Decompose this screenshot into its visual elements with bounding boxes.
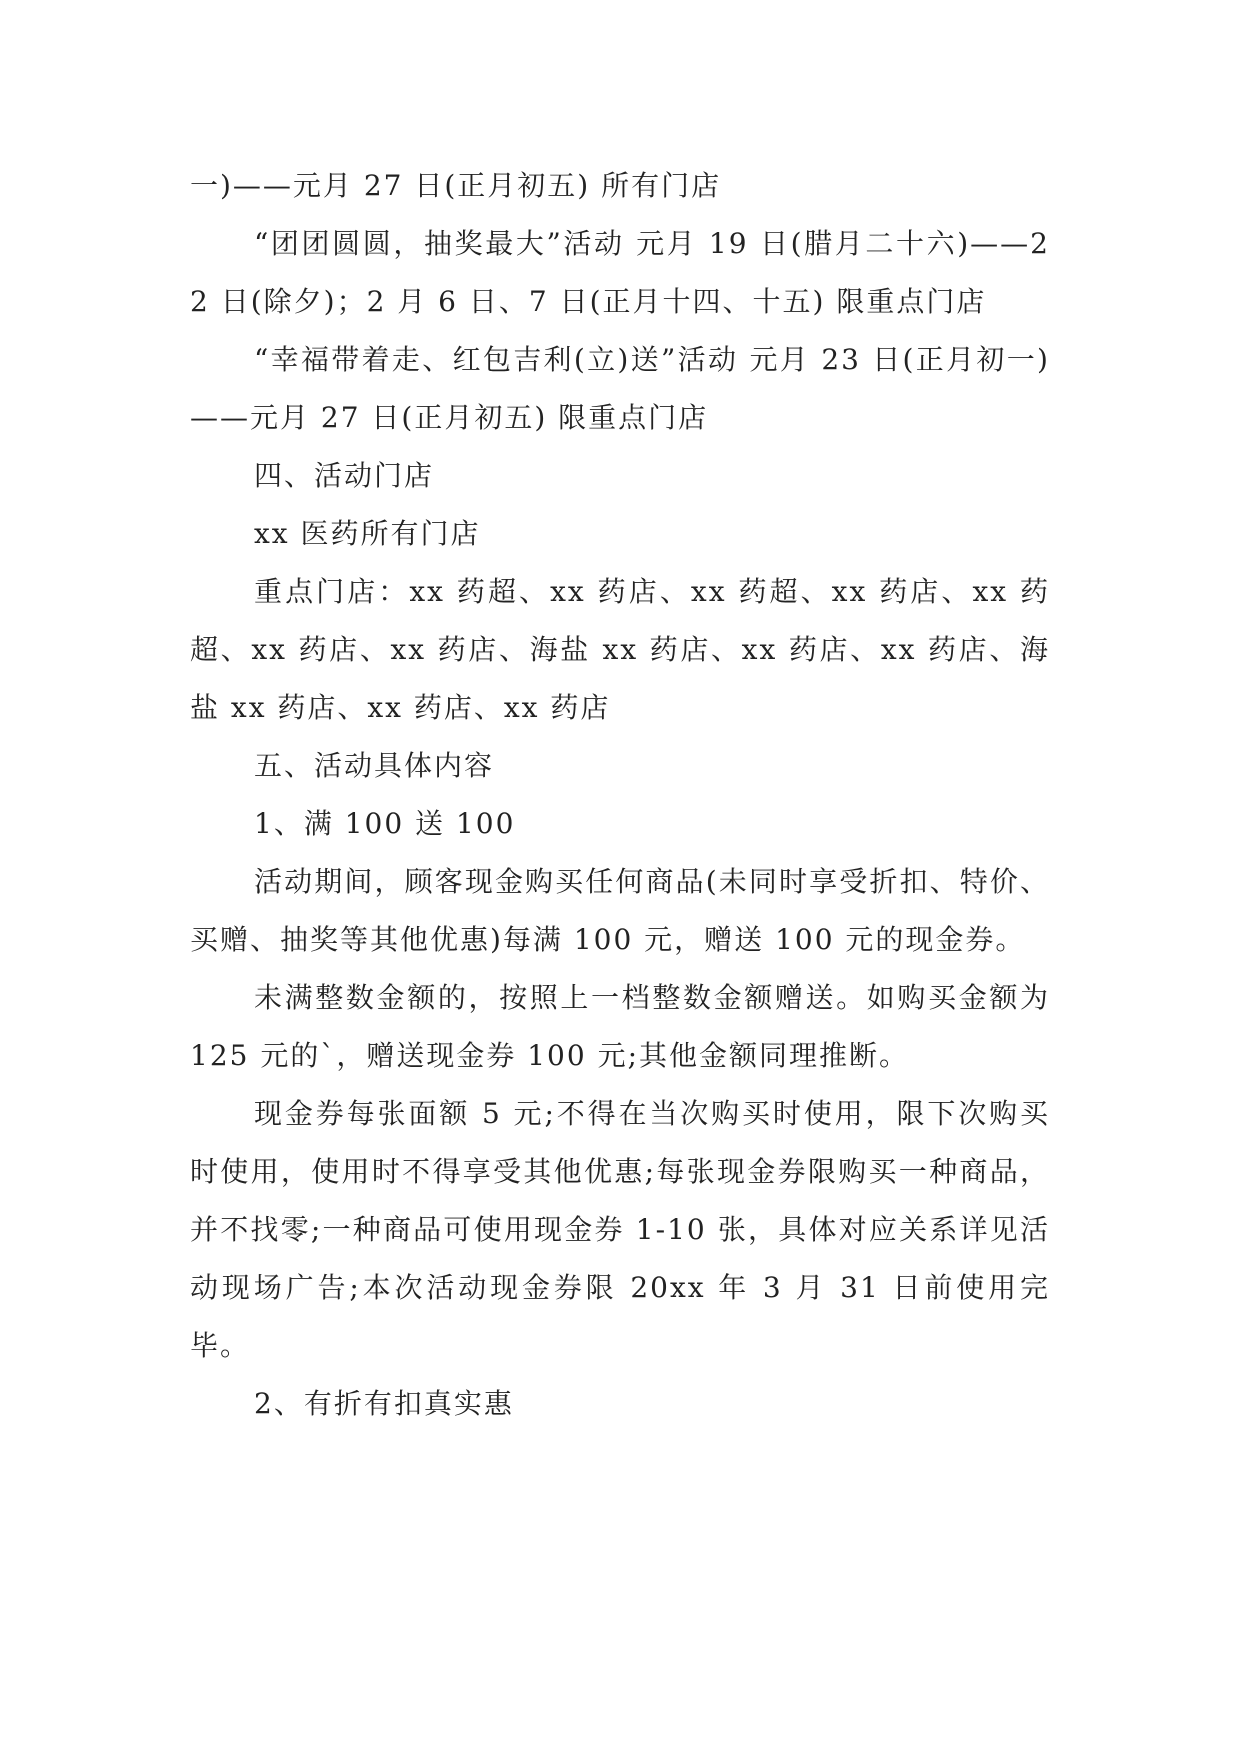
paragraph: 一)——元月 27 日(正月初五) 所有门店	[190, 169, 722, 202]
paragraph: “幸福带着走、红包吉利(立)送”活动 元月 23 日(正月初一)——元月 27 日(正月初五) 限重点门店	[190, 343, 1050, 434]
paragraph: 活动期间，顾客现金购买任何商品(未同时享受折扣、特价、买赠、抽奖等其他优惠)每满 100 元，赠送 100 元的现金券。	[190, 865, 1050, 956]
paragraph: 重点门店：xx 药超、xx 药店、xx 药超、xx 药店、xx 药超、xx 药店、xx 药店、海盐 xx 药店、xx 药店、xx 药店、海盐 xx 药店、xx 药店、xx 药店	[190, 575, 1050, 724]
document-page	[190, 157, 1050, 1433]
paragraph: “团团圆圆，抽奖最大”活动 元月 19 日(腊月二十六)——22 日(除夕)；2 月 6 日、7 日(正月十四、十五) 限重点门店	[190, 227, 1050, 318]
paragraph: xx 医药所有门店	[254, 517, 481, 550]
paragraph: 未满整数金额的，按照上一档整数金额赠送。如购买金额为 125 元的`，赠送现金券 100 元;其他金额同理推断。	[190, 981, 1050, 1072]
paragraph: 现金券每张面额 5 元;不得在当次购买时使用，限下次购买时使用，使用时不得享受其他优惠;每张现金券限购买一种商品，并不找零;一种商品可使用现金券 1-10 张，具体对应关系详见活动现场广告;本次活动现金券限 20xx 年 3 月 31 日前使用完毕。	[190, 1097, 1050, 1362]
section-heading: 五、活动具体内容	[254, 749, 495, 782]
subsection-heading: 2、有折有扣真实惠	[254, 1387, 514, 1420]
section-heading: 四、活动门店	[254, 459, 435, 492]
subsection-heading: 1、满 100 送 100	[254, 807, 516, 840]
